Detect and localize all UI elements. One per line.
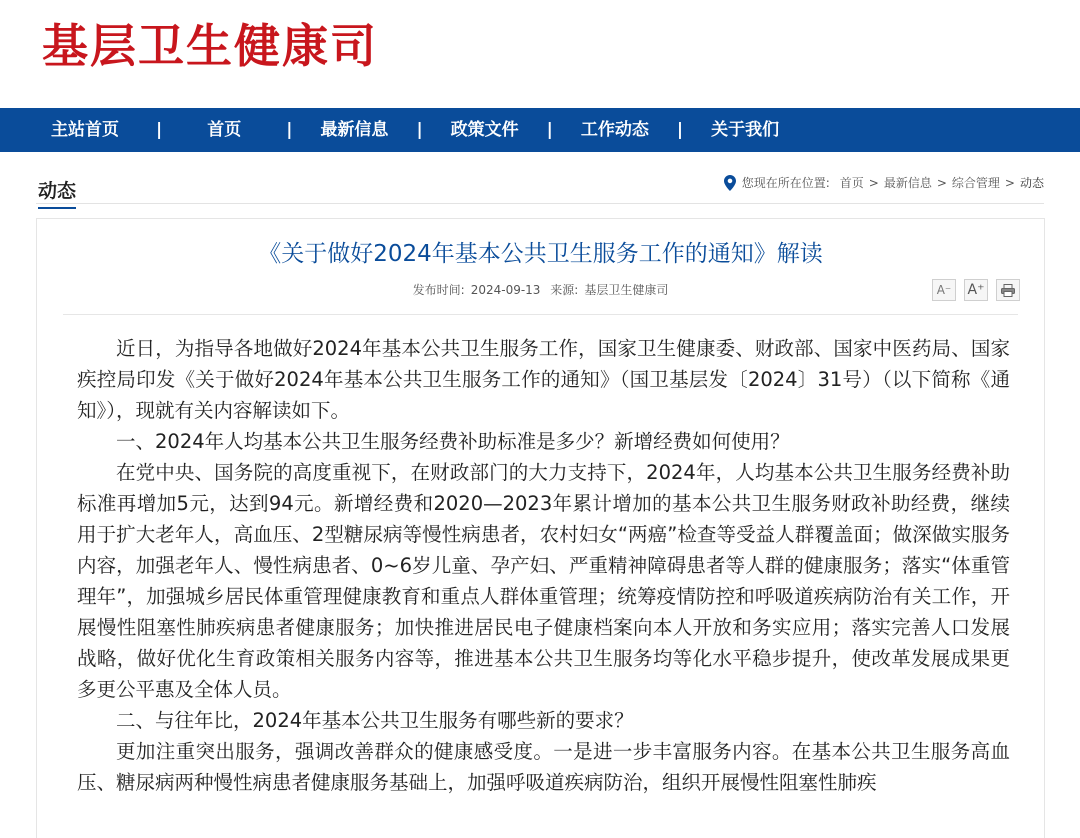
location-pin-icon [724, 175, 736, 191]
breadcrumb-label: 您现在所在位置: [741, 176, 830, 190]
section-header [36, 152, 1044, 204]
nav-item-policy-docs[interactable]: 政策文件 [450, 120, 519, 140]
section-title: 动态 [38, 176, 76, 203]
publish-date: 2024-09-13 [470, 283, 541, 297]
nav-separator: | [286, 120, 293, 140]
breadcrumb-separator: > [936, 175, 947, 190]
site-header [0, 0, 1080, 108]
nav-item-latest-news[interactable]: 最新信息 [320, 120, 389, 140]
article-question: 一、2024年人均基本公共卫生服务经费补助标准是多少？新增经费如何使用？ [116, 430, 790, 453]
nav-separator: | [156, 120, 163, 140]
breadcrumb-latest-news[interactable]: 最新信息 [883, 176, 932, 190]
article-panel [36, 218, 1045, 838]
article-meta [63, 281, 1018, 315]
article-paragraph: 近日，为指导各地做好2024年基本公共卫生服务工作，国家卫生健康委、财政部、国家中医药局、国家疾控局印发《关于做好2024年基本公共卫生服务工作的通知》（国卫基层发〔2024〕31号）（以下简称《通知》），现就有关内容解读如下。 [77, 337, 1010, 422]
article-body [37, 315, 1044, 798]
article-paragraph: 在党中央、国务院的高度重视下，在财政部门的大力支持下，2024年，人均基本公共卫生服务经费补助标准再增加5元，达到94元。新增经费和2020—2023年累计增加的基本公共卫生服务财政补助经费，继续用于扩大老年人，高血压、2型糖尿病等慢性病患者，农村妇女“两癌”检查等受益人群覆盖面；做深做实服务内容，加强老年人、慢性病患者、0~6岁儿童、孕产妇、严重精神障碍患者等人群的健康服务；落实“体重管理年”，加强城乡居民体重管理健康教育和重点人群体重管理；统筹疫情防控和呼吸道疾病防治有关工作，开展慢性阻塞性肺疾病患者健康服务；加快推进居民电子健康档案向本人开放和务实应用；落实完善人口发展战略，做好优化生育政策相关服务内容等，推进基本公共卫生服务均等化水平稳步提升，使改革发展成果更多更公平惠及全体人员。 [77, 461, 1010, 701]
source-label: 来源: [550, 283, 579, 297]
nav-item-home[interactable]: 首页 [207, 120, 242, 140]
article-paragraph: 更加注重突出服务，强调改善群众的健康感受度。一是进一步丰富服务内容。在基本公共卫生服务高血压、糖尿病两种慢性病患者健康服务基础上，加强呼吸道疾病防治，组织开展慢性阻塞性肺疾 [77, 740, 1010, 794]
font-smaller-button[interactable]: A⁻ [932, 279, 956, 301]
breadcrumb-home[interactable]: 首页 [839, 176, 864, 190]
article-meta-text [63, 281, 1018, 298]
font-larger-button[interactable]: A⁺ [964, 279, 988, 301]
breadcrumb-current: 动态 [1019, 176, 1044, 190]
print-icon [1001, 284, 1015, 297]
breadcrumb-separator: > [868, 175, 879, 190]
article-question: 二、与往年比，2024年基本公共卫生服务有哪些新的要求？ [116, 709, 634, 732]
article-title: 《关于做好2024年基本公共卫生服务工作的通知》解读 [258, 241, 823, 267]
source-value: 基层卫生健康司 [584, 283, 669, 297]
breadcrumb-general-management[interactable]: 综合管理 [951, 176, 1000, 190]
breadcrumb [724, 174, 1044, 191]
publish-label: 发布时间: [412, 283, 465, 297]
nav-separator: | [676, 120, 684, 140]
site-logo[interactable]: 基层卫生健康司 [42, 19, 378, 73]
nav-separator: | [546, 120, 553, 140]
nav-item-main-home[interactable]: 主站首页 [51, 120, 119, 140]
nav-separator: | [416, 120, 423, 140]
main-nav [0, 108, 1080, 152]
print-button[interactable] [996, 279, 1020, 301]
nav-item-about-us[interactable]: 关于我们 [711, 120, 780, 140]
nav-item-work-updates[interactable]: 工作动态 [580, 120, 649, 140]
article-tools [932, 279, 1020, 301]
breadcrumb-separator: > [1004, 175, 1015, 190]
